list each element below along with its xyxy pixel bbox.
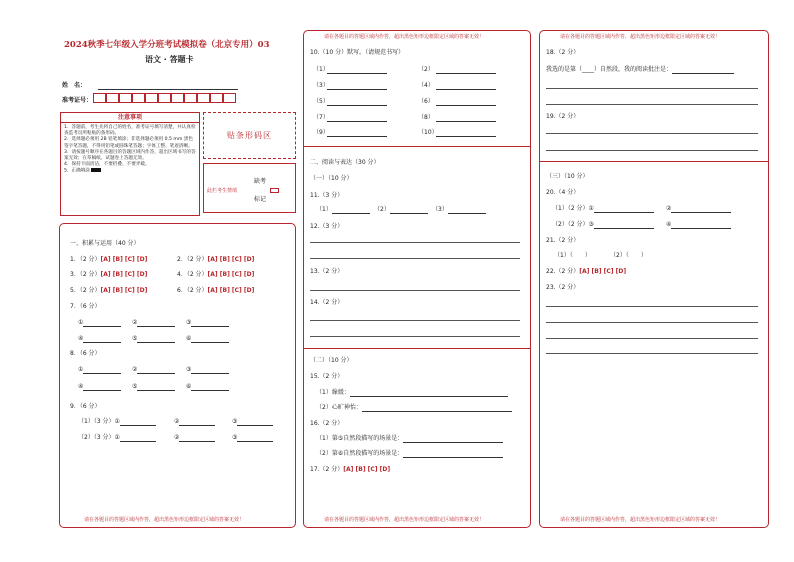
q10-blank[interactable]: （7） — [313, 114, 387, 122]
q15-label: 15.（2 分） — [310, 373, 344, 380]
section-2-heading: 二、阅读与表达（30 分） — [310, 159, 380, 166]
q16-blank[interactable]: （1）第⑤自然段描写的场景是： — [316, 435, 503, 443]
q20-blank[interactable]: （2）（2 分）③ — [552, 221, 654, 229]
warning-bottom-1: 请在各题目的答题区域内作答，超出黑色矩形边框限定区域的答案无效！ — [84, 517, 245, 523]
q8-blank[interactable]: ② — [132, 366, 175, 374]
q10-blank[interactable]: （5） — [313, 98, 387, 106]
answer-area-1 — [59, 223, 296, 528]
exam-title: 2024秋季七年级入学分班考试模拟卷（北京专用）03 — [64, 40, 270, 50]
q11-label: 11.（3 分） — [310, 192, 344, 199]
q10-blank[interactable]: （4） — [418, 82, 496, 90]
part-1-heading: （一）（10 分） — [310, 175, 353, 182]
q21-blank[interactable]: （1）（ ） — [554, 252, 591, 259]
q23-label: 23.（2 分） — [546, 284, 580, 291]
divider — [540, 161, 768, 162]
q21-blank[interactable]: （2）（ ） — [610, 252, 647, 259]
q8-blank[interactable]: ⑤ — [132, 383, 175, 391]
q10-blank[interactable]: （3） — [313, 82, 387, 90]
answer-line[interactable] — [546, 353, 758, 354]
choice-q5[interactable]: 5．（2 分）[A] [B] [C] [D] — [70, 287, 148, 294]
q10-label: 10.（10 分）默写。（请规范书写） — [310, 49, 405, 56]
notice-item: 2．选择题必须用 2B 铅笔填涂；非选择题必须用 0.5 mm 黑色签字笔答题，不得用铅笔或圆珠笔答题；字体工整、笔迹清晰。 — [64, 137, 194, 149]
answer-line[interactable] — [310, 320, 520, 321]
notice-heading: 注意事项 — [61, 113, 199, 123]
q12-label: 12.（3 分） — [310, 223, 344, 230]
divider — [304, 348, 530, 349]
notice-item: 3．请按题号顺序在各题目的答题区域内作答，超出区域书写的答案无效；在草稿纸、试题卷上答题无效。 — [64, 149, 196, 162]
choice-q3[interactable]: 3．（2 分）[A] [B] [C] [D] — [70, 271, 148, 278]
answer-line[interactable] — [546, 133, 758, 134]
q15-blank[interactable]: （1）線緩： — [316, 389, 508, 397]
q20-blank[interactable]: ④ — [666, 221, 731, 229]
q16-blank[interactable]: （2）第⑥自然段描写的场景是： — [316, 450, 503, 458]
choice-q22[interactable]: 22.（2 分）[A] [B] [C] [D] — [546, 268, 627, 275]
answer-line[interactable] — [546, 306, 758, 307]
subject-title — [145, 54, 194, 65]
q11-blank[interactable]: （1） — [316, 206, 370, 214]
barcode-label: 贴条形码区 — [227, 131, 272, 140]
part-2-heading: （二）（10 分） — [310, 357, 353, 364]
q11-blank[interactable]: （3） — [432, 206, 486, 214]
q9-row[interactable]: （1）（3 分）① — [78, 418, 156, 426]
answer-line[interactable] — [310, 242, 520, 243]
absent-label-top: 缺考 — [254, 178, 267, 185]
q10-blank[interactable]: （10） — [418, 129, 496, 137]
q9-blank[interactable]: ③ — [232, 418, 273, 426]
choice-q2[interactable]: 2．（2 分）[A] [B] [C] [D] — [177, 256, 255, 263]
q7-blank[interactable]: ① — [78, 319, 121, 327]
choice-q17[interactable]: 17.（2 分）[A] [B] [C] [D] — [310, 466, 391, 473]
choice-q6[interactable]: 6．（2 分）[A] [B] [C] [D] — [177, 287, 255, 294]
barcode-area — [203, 112, 296, 159]
name-field[interactable] — [98, 89, 238, 90]
q20-blank[interactable]: ② — [666, 205, 731, 213]
q14-label: 14.（2 分） — [310, 299, 344, 306]
answer-line[interactable] — [546, 88, 758, 89]
q11-blank[interactable]: （2） — [374, 206, 428, 214]
q13-label: 13.（2 分） — [310, 268, 344, 275]
answer-line[interactable] — [310, 258, 520, 259]
q18-prompt[interactable]: 我选的是第（____）自然段，我的阅读批注是： — [546, 66, 734, 74]
id-boxes[interactable] — [93, 93, 236, 103]
q8-blank[interactable]: ① — [78, 366, 121, 374]
q7-blank[interactable]: ④ — [78, 335, 121, 343]
q7-label: 7．（6 分） — [70, 303, 101, 310]
q18-label: 18.（2 分） — [546, 49, 580, 56]
q9-blank[interactable]: ③ — [232, 434, 273, 442]
q9-label: 9．（6 分） — [70, 403, 101, 410]
q15-blank[interactable]: （2）心旷神怡： — [316, 404, 512, 412]
absent-label-bottom: 标记 — [254, 196, 267, 203]
q10-blank[interactable]: （2） — [418, 66, 496, 74]
warning-top-2: 请在各题目的答题区域内作答，超出黑色矩形边框限定区域的答案无效！ — [324, 34, 485, 40]
divider — [304, 146, 530, 147]
warning-bottom-2: 请在各题目的答题区域内作答，超出黑色矩形边框限定区域的答案无效！ — [324, 517, 485, 523]
absent-checkbox[interactable] — [270, 188, 279, 193]
notice-item: 5．正确填涂 — [64, 168, 196, 175]
choice-q4[interactable]: 4．（2 分）[A] [B] [C] [D] — [177, 271, 255, 278]
q10-blank[interactable]: （8） — [418, 114, 496, 122]
q10-blank[interactable]: （1） — [313, 66, 387, 74]
q8-label: 8．（6 分） — [70, 350, 101, 357]
absent-note: 此栏考生禁填 — [207, 188, 238, 194]
answer-line[interactable] — [546, 322, 758, 323]
q20-label: 20.（4 分） — [546, 189, 580, 196]
q20-blank[interactable]: （1）（2 分）① — [552, 205, 654, 213]
absent-box — [203, 163, 296, 213]
part-3-heading: （三）（10 分） — [546, 173, 589, 180]
q16-label: 16.（2 分） — [310, 420, 344, 427]
notice-list — [61, 123, 199, 177]
q7-blank[interactable]: ⑤ — [132, 335, 175, 343]
q7-blank[interactable]: ⑥ — [186, 335, 229, 343]
q10-blank[interactable]: （6） — [418, 98, 496, 106]
answer-line[interactable] — [546, 338, 758, 339]
q8-blank[interactable]: ⑥ — [186, 383, 229, 391]
notice-item: 4．保持卡面清洁，不要折叠、不要弄破。 — [64, 162, 150, 168]
name-label: 姓 名： — [62, 82, 87, 89]
section-1-heading: 一、积累与运用（40 分） — [70, 240, 140, 247]
q8-blank[interactable]: ④ — [78, 383, 121, 391]
q7-blank[interactable]: ② — [132, 319, 175, 327]
filled-sample-icon — [91, 168, 101, 172]
notice-item: 1．答题前，考生先将自己的姓名，准考证号填写清楚，并认真检查监考员所粘贴的条形码。 — [64, 125, 196, 137]
answer-line[interactable] — [310, 336, 520, 337]
q9-row[interactable]: （2）（3 分）① — [78, 434, 156, 442]
q10-blank[interactable]: （9） — [313, 129, 387, 137]
answer-line[interactable] — [546, 150, 758, 151]
q19-label: 19.（2 分） — [546, 113, 580, 120]
notice-box — [60, 112, 200, 216]
q9-blank[interactable]: ② — [174, 418, 215, 426]
answer-line[interactable] — [310, 290, 520, 291]
subject-label: 语文 · 答题卡 — [145, 55, 194, 64]
q9-blank[interactable]: ② — [174, 434, 215, 442]
warning-top-3: 请在各题目的答题区域内作答，超出黑色矩形边框限定区域的答案无效！ — [560, 34, 721, 40]
q21-label: 21.（2 分） — [546, 237, 580, 244]
answer-line[interactable] — [546, 104, 758, 105]
id-label: 准考证号： — [62, 97, 93, 104]
warning-bottom-3: 请在各题目的答题区域内作答，超出黑色矩形边框限定区域的答案无效！ — [560, 517, 721, 523]
choice-q1[interactable]: 1．（2 分）[A] [B] [C] [D] — [70, 256, 148, 263]
q8-blank[interactable]: ③ — [186, 366, 229, 374]
q7-blank[interactable]: ③ — [186, 319, 229, 327]
